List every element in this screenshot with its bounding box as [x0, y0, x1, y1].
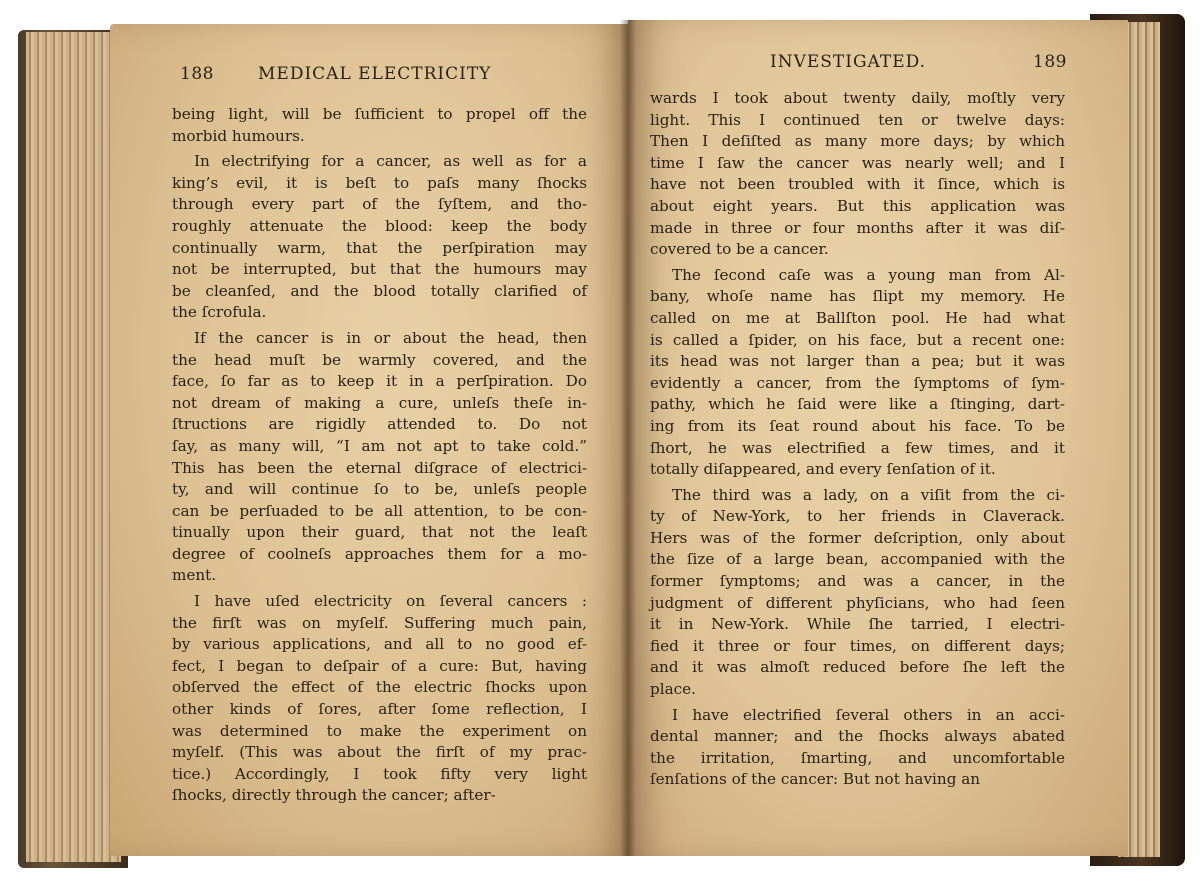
- text-line: light. This I continued ten or twelve days:: [650, 110, 1065, 129]
- text-line: Then I deſiſted as many more days; by which: [650, 132, 1065, 151]
- text-line: by various applications, and all to no good ef-: [172, 635, 587, 654]
- text-line: it in New-York. While ſhe tarried, I electri-: [650, 615, 1065, 634]
- text-line: covered to be a cancer.: [650, 240, 829, 259]
- text-line: dental manner; and the ſhocks always abated: [650, 727, 1065, 746]
- text-line: ſhort, he was electrified a few times, and it: [650, 438, 1065, 457]
- text-line: called on me at Ballſton pool. He had what: [650, 308, 1065, 327]
- text-line: through every part of the ſyſtem, and tho-: [172, 195, 587, 214]
- text-line: is called a ſpider, on his face, but a recent one:: [650, 330, 1065, 349]
- text-line: the irritation, ſmarting, and uncomfortable: [650, 748, 1065, 767]
- text-line: roughly attenuate the blood: keep the body: [172, 216, 587, 235]
- text-line: not dream of making a cure, unleſs theſe in-: [172, 393, 587, 412]
- text-line: have not been troubled with it ſince, which is: [650, 175, 1065, 194]
- text-line: other kinds of ſores, after ſome reflection, I: [172, 700, 587, 719]
- text-line: totally diſappeared, and every ſenſation of it.: [650, 460, 996, 479]
- text-line: about eight years. But this application was: [650, 196, 1065, 215]
- text-line: I have electrified ſeveral others in an acci-: [672, 705, 1065, 724]
- text-line: The third was a lady, on a viſit from the ci-: [672, 485, 1065, 504]
- text-line: The ſecond caſe was a young man from Al-: [672, 265, 1065, 284]
- text-line: made in three or four months after it was diſ-: [650, 218, 1065, 237]
- text-line: If the cancer is in or about the head, then: [194, 328, 587, 347]
- text-line: be cleanſed, and the blood totally clarified of: [172, 281, 587, 300]
- text-line: can be perſuaded to be all attention, to be con-: [172, 501, 587, 520]
- text-line: myſelf. (This was about the firſt of my prac-: [172, 743, 587, 762]
- book-gutter: [620, 20, 636, 856]
- text-line: the firſt was on myſelf. Suffering much pain,: [172, 613, 587, 632]
- page-number: 189: [1033, 52, 1067, 72]
- text-line: tinually upon their guard, that not the leaſt: [172, 523, 587, 542]
- text-line: wards I took about twenty daily, moſtly very: [650, 89, 1065, 107]
- text-line: being light, will be ſufficient to propel off the: [172, 105, 587, 123]
- page-edges-left: [26, 32, 121, 862]
- right-page: [628, 20, 1128, 856]
- text-line: This has been the eternal diſgrace of electrici-: [172, 458, 587, 477]
- text-line: place.: [650, 680, 696, 699]
- text-line: former ſymptoms; and was a cancer, in the: [650, 572, 1065, 591]
- text-line: was determined to make the experiment on: [172, 721, 587, 740]
- text-line: its head was not larger than a pea; but it was: [650, 352, 1065, 371]
- text-line: the ſize of a large bean, accompanied with the: [650, 550, 1065, 569]
- text-line: pathy, which he ſaid were like a ſtinging, dart-: [650, 395, 1065, 414]
- text-line: face, ſo far as to keep it in a perſpiration. Do: [172, 372, 587, 391]
- text-line: and it was almoſt reduced before ſhe left the: [650, 658, 1065, 677]
- running-head: INVESTIGATED.: [770, 52, 927, 72]
- text-line: ſenſations of the cancer: But not having an: [650, 770, 981, 789]
- text-line: not be interrupted, but that the humours may: [172, 260, 587, 279]
- body-text: [172, 104, 587, 807]
- text-line: I have uſed electricity on ſeveral cancers :: [194, 592, 587, 611]
- running-head: MEDICAL ELECTRICITY: [258, 64, 492, 84]
- text-line: bany, whoſe name has ſlipt my memory. He: [650, 287, 1065, 306]
- text-line: ſhocks, directly through the cancer; after-: [172, 786, 496, 805]
- text-line: the head muſt be warmly covered, and the: [172, 350, 587, 369]
- page-number: 188: [180, 64, 214, 84]
- text-line: ing from its ſeat round about his face. To be: [650, 416, 1065, 435]
- text-line: Hers was of the former deſcription, only about: [650, 528, 1065, 547]
- left-page: [110, 24, 630, 856]
- text-line: ſay, as many will, “I am not apt to take cold.”: [172, 436, 587, 455]
- text-line: evidently a cancer, from the ſymptoms of ſym-: [650, 373, 1065, 392]
- text-line: continually warm, that the perſpiration may: [172, 238, 587, 257]
- text-line: ty of New-York, to her friends in Claverack.: [650, 507, 1065, 526]
- text-line: the ſcrofula.: [172, 303, 267, 322]
- text-line: tice.) Accordingly, I took fifty very light: [172, 764, 587, 783]
- text-line: judgment of different phyſicians, who had ſeen: [650, 593, 1065, 612]
- text-line: obſerved the effect of the electric ſhocks upon: [172, 678, 587, 697]
- text-line: In electrifying for a cancer, as well as for a: [194, 152, 587, 171]
- body-text: [650, 88, 1065, 791]
- text-line: king’s evil, it is beſt to paſs many ſhocks: [172, 173, 587, 192]
- text-line: ty, and will continue ſo to be, unleſs people: [172, 480, 587, 499]
- text-line: ment.: [172, 566, 217, 585]
- text-line: ſtructions are rigidly attended to. Do not: [172, 415, 587, 434]
- text-line: time I ſaw the cancer was nearly well; and I: [650, 153, 1065, 172]
- text-line: fied it three or four times, on different days;: [650, 636, 1065, 655]
- text-line: fect, I began to deſpair of a cure: But, having: [172, 656, 587, 675]
- text-line: morbid humours.: [172, 126, 305, 145]
- text-line: degree of coolneſs approaches them for a mo-: [172, 544, 587, 563]
